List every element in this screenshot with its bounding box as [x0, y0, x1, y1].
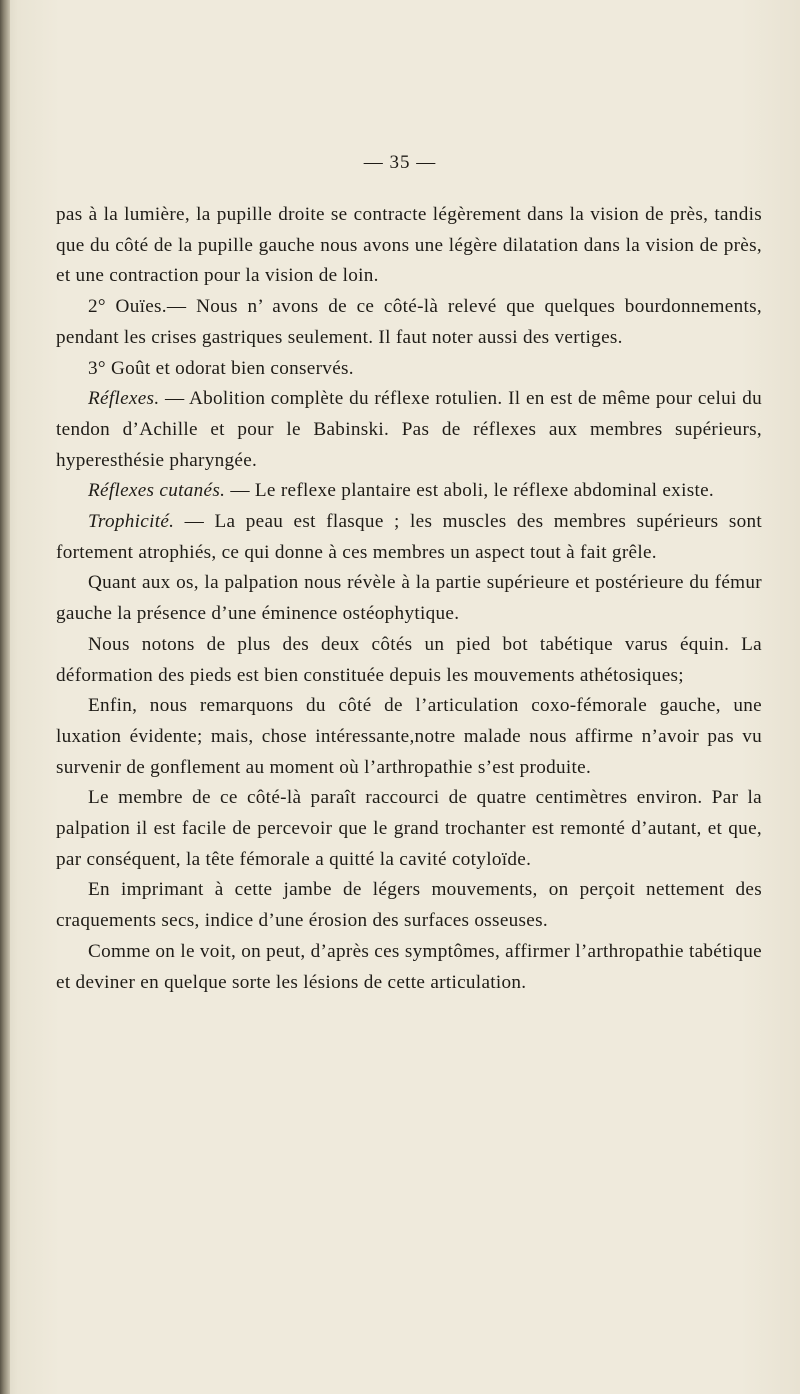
paragraph-cutaneous-reflexes: Réflexes cutanés. — Le reflexe plantaire est aboli, le réflexe abdominal existe.: [88, 480, 715, 502]
paragraph-trophicity: Trophicité. — La peau est flasque ; les muscles des membres supérieurs sont fortement atrophiés, ce qui donne à ces membres un aspect tout à fait grêle.: [56, 511, 762, 563]
paragraph-hip-joint: Enfin, nous remarquons du côté de l’articulation coxo-fémorale gauche, une luxation évidente; mais, chose intéressante,notre malade nous affirme n’avoir pas vu survenir de gonflement au moment où l’arthropathie s’est produite.: [56, 695, 762, 778]
cutaneous-reflexes-heading: Réflexes cutanés.: [88, 480, 226, 502]
paragraph-pupil: pas à la lumière, la pupille droite se contracte légèrement dans la vision de près, tandis que du côté de la pupille gauche nous avons une légère dilatation dans la vision de près, et une contraction pour la vision de loin.: [56, 204, 762, 287]
paragraph-hearing: 2° Ouïes.— Nous n’ avons de ce côté-là relevé que quelques bourdonnements, pendant les crises gastriques seulement. Il faut noter aussi des vertiges.: [56, 296, 762, 348]
trophicity-heading: Trophicité.: [88, 511, 175, 533]
paragraph-reflexes: Réflexes. — Abolition complète du réflexe rotulien. Il en est de même pour celui du tendon d’Achille et pour le Babinski. Pas de réflexes aux membres supérieurs, hyperesthésie pharyngée.: [56, 388, 762, 471]
paragraph-crepitus: En imprimant à cette jambe de légers mouvements, on perçoit nettement des craquements secs, indice d’une érosion des surfaces osseuses.: [56, 879, 762, 932]
paragraph-bones: Quant aux os, la palpation nous révèle à la partie supérieure et postérieure du fémur gauche la présence d’une éminence ostéophytique.: [56, 572, 762, 625]
paragraph-taste-smell: 3° Goût et odorat bien conservés.: [88, 357, 354, 379]
reflexes-heading: Réflexes.: [88, 388, 160, 410]
body-text: [56, 200, 762, 998]
binding-edge: [0, 0, 10, 1394]
paragraph-conclusion: Comme on le voit, on peut, d’après ces symptômes, affirmer l’arthropathie tabétique et deviner en quelque sorte les lésions de cette articulation.: [56, 940, 762, 993]
paragraph-limb-shortening: Le membre de ce côté-là paraît raccourci de quatre centimètres environ. Par la palpation il est facile de percevoir que le grand trochanter est remonté d’autant, et que, par conséquent, la tête fémorale a quitté la cavité cotyloïde.: [56, 787, 762, 870]
page-number: — 35 —: [363, 152, 437, 173]
paragraph-club-foot: Nous notons de plus des deux côtés un pied bot tabétique varus équin. La déformation des pieds est bien constituée depuis les mouvements athétosiques;: [56, 633, 762, 686]
